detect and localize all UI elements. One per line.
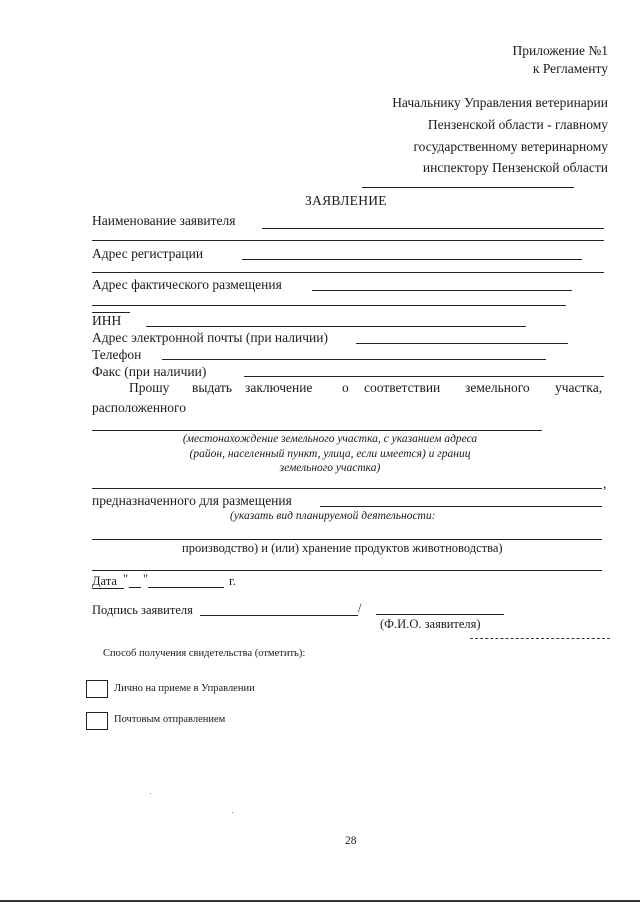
request-word-6: земельного [465,380,530,395]
actual-address-label: Адрес фактического размещения [92,277,282,292]
appendix-reference: к Регламенту [532,61,608,76]
email-label: Адрес электронной почты (при наличии) [92,330,328,345]
request-word-3: заключение [245,380,313,395]
actual-address-field-line-2[interactable] [92,305,566,306]
appendix-number: Приложение №1 [512,43,608,58]
registration-address-field[interactable] [242,259,582,260]
location-hint-line-1: (местонахождение земельного участка, с указанием адреса [182,433,478,445]
signature-label: Подпись заявителя [92,603,193,617]
date-year-suffix: г. [229,574,236,588]
purpose-label: предназначенного для размещения [92,493,292,508]
delivery-title: Способ получения свидетельства (отметить): [103,648,306,659]
request-word-4: о [342,380,349,395]
fax-label: Факс (при наличии) [92,364,207,379]
dashed-separator [470,638,610,639]
applicant-name-field[interactable] [262,228,604,229]
addressee-line-4: инспектору Пензенской области [422,160,608,175]
applicant-name-field-line-2[interactable] [92,240,604,241]
scan-bottom-edge [0,900,640,902]
page-number: 28 [345,835,357,847]
location-hint-line-2: (район, населенный пункт, улица, если имеется) и границ [189,448,471,460]
inn-label: ИНН [92,313,122,328]
addressee-underline [362,187,574,188]
request-word-2: выдать [192,380,233,395]
date-day-field[interactable] [129,587,141,588]
addressee-line-1: Начальнику Управления ветеринарии [392,95,608,110]
delivery-in-person-label: Лично на приеме в Управлении [114,683,255,694]
purpose-hint: (указать вид планируемой деятельности: [230,510,436,522]
location-field[interactable] [92,430,542,431]
purpose-field-line-2[interactable] [92,539,602,540]
fio-hint: (Ф.И.О. заявителя) [380,617,481,631]
request-line-2: расположенного [92,400,186,415]
document-title: ЗАЯВЛЕНИЕ [305,193,387,208]
delivery-in-person-checkbox[interactable] [86,680,108,698]
signature-slash: / [358,601,362,615]
fax-field[interactable] [244,376,604,377]
request-word-5: соответствии [364,380,441,395]
delivery-mail-label: Почтовым отправлением [114,714,226,725]
date-quote-close: " [143,572,149,586]
purpose-field-line-3[interactable] [92,570,602,571]
phone-field[interactable] [162,359,546,360]
addressee-line-2: Пензенской области - главному [427,117,608,132]
location-trailing-comma: , [603,476,607,491]
request-word-1: Прошу [129,380,170,395]
addressee-line-3: государственному ветеринарному [413,139,608,154]
date-label: Дата [92,574,117,588]
registration-address-label: Адрес регистрации [92,246,204,261]
scan-speck [232,812,233,813]
email-field[interactable] [356,343,568,344]
fio-field[interactable] [376,614,504,615]
signature-field[interactable] [200,615,358,616]
purpose-field[interactable] [320,506,602,507]
date-quote-open: " [123,572,129,586]
location-hint-line-3: земельного участка) [279,462,381,474]
purpose-line-2: производство) и (или) хранение продуктов животноводства) [182,541,503,555]
date-label-underline [92,588,124,589]
date-month-field[interactable] [148,587,224,588]
delivery-mail-checkbox[interactable] [86,712,108,730]
request-word-7: участка, [555,380,603,395]
inn-field[interactable] [146,326,526,327]
applicant-name-label: Наименование заявителя [92,213,236,228]
location-field-line-2[interactable] [92,488,602,489]
phone-label: Телефон [92,347,142,362]
scan-speck [150,793,151,794]
registration-address-field-line-2[interactable] [92,272,604,273]
actual-address-field[interactable] [312,290,572,291]
